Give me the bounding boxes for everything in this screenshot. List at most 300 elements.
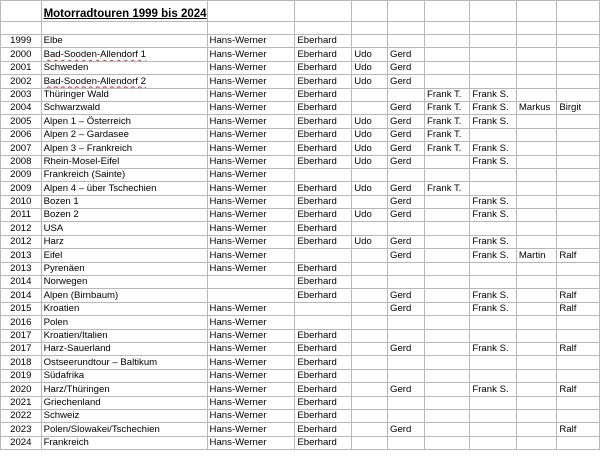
rider-7-cell[interactable] [516,342,557,355]
rider-6-cell[interactable]: Frank S. [470,289,516,302]
rider-6-cell[interactable]: Frank S. [470,101,516,114]
rider-2-cell[interactable]: Eberhard [295,369,352,382]
rider-8-cell[interactable] [557,155,600,168]
rider-1-cell[interactable]: Hans-Werner [207,249,295,262]
rider-7-cell[interactable] [516,383,557,396]
rider-3-cell[interactable] [352,356,388,369]
rider-2-cell[interactable]: Eberhard [295,61,352,74]
rider-4-cell[interactable]: Gerd [388,342,425,355]
rider-7-cell[interactable] [516,209,557,222]
rider-6-cell[interactable] [470,35,516,48]
rider-4-cell[interactable] [388,276,425,289]
cell[interactable] [1,22,42,35]
year-cell[interactable]: 2007 [1,142,42,155]
tour-cell[interactable]: Frankreich [41,436,207,449]
rider-2-cell[interactable]: Eberhard [295,383,352,396]
rider-4-cell[interactable]: Gerd [388,128,425,141]
rider-3-cell[interactable] [352,436,388,449]
rider-8-cell[interactable]: Ralf [557,289,600,302]
rider-7-cell[interactable] [516,128,557,141]
rider-8-cell[interactable] [557,235,600,248]
rider-5-cell[interactable] [425,155,470,168]
rider-8-cell[interactable] [557,396,600,409]
year-cell[interactable]: 2010 [1,195,42,208]
tour-cell[interactable]: Alpen 4 – über Tschechien [41,182,207,195]
rider-6-cell[interactable]: Frank S. [470,342,516,355]
tour-cell[interactable]: Alpen 3 – Frankreich [41,142,207,155]
rider-5-cell[interactable] [425,209,470,222]
year-cell[interactable]: 2023 [1,423,42,436]
rider-5-cell[interactable] [425,75,470,88]
title-cell[interactable] [41,1,207,22]
tour-cell[interactable]: Kroatien/Italien [41,329,207,342]
rider-4-cell[interactable] [388,436,425,449]
rider-5-cell[interactable] [425,329,470,342]
rider-7-cell[interactable] [516,329,557,342]
year-cell[interactable]: 2009 [1,168,42,181]
rider-7-cell[interactable] [516,409,557,422]
rider-2-cell[interactable]: Eberhard [295,115,352,128]
rider-7-cell[interactable] [516,142,557,155]
rider-8-cell[interactable] [557,168,600,181]
rider-2-cell[interactable]: Eberhard [295,88,352,101]
cell[interactable] [388,22,425,35]
year-cell[interactable]: 2006 [1,128,42,141]
cell[interactable] [425,22,470,35]
rider-2-cell[interactable]: Eberhard [295,423,352,436]
rider-4-cell[interactable] [388,409,425,422]
cell[interactable] [207,1,295,22]
rider-2-cell[interactable]: Eberhard [295,209,352,222]
rider-3-cell[interactable] [352,302,388,315]
rider-4-cell[interactable]: Gerd [388,182,425,195]
rider-7-cell[interactable] [516,35,557,48]
rider-8-cell[interactable] [557,115,600,128]
rider-4-cell[interactable] [388,35,425,48]
tour-cell[interactable]: Schweden [41,61,207,74]
rider-8-cell[interactable] [557,209,600,222]
rider-6-cell[interactable]: Frank S. [470,209,516,222]
rider-6-cell[interactable] [470,316,516,329]
rider-6-cell[interactable] [470,436,516,449]
rider-7-cell[interactable] [516,235,557,248]
rider-2-cell[interactable]: Eberhard [295,276,352,289]
rider-4-cell[interactable] [388,396,425,409]
year-cell[interactable]: 2005 [1,115,42,128]
rider-7-cell[interactable] [516,182,557,195]
rider-6-cell[interactable] [470,409,516,422]
rider-1-cell[interactable]: Hans-Werner [207,409,295,422]
rider-1-cell[interactable]: Hans-Werner [207,155,295,168]
cell[interactable] [470,1,516,22]
rider-5-cell[interactable] [425,195,470,208]
rider-8-cell[interactable] [557,222,600,235]
rider-2-cell[interactable]: Eberhard [295,222,352,235]
rider-3-cell[interactable] [352,369,388,382]
rider-8-cell[interactable] [557,182,600,195]
rider-5-cell[interactable] [425,276,470,289]
rider-7-cell[interactable]: Martin [516,249,557,262]
rider-2-cell[interactable]: Eberhard [295,436,352,449]
rider-4-cell[interactable]: Gerd [388,235,425,248]
rider-5-cell[interactable] [425,168,470,181]
year-cell[interactable]: 2001 [1,61,42,74]
rider-6-cell[interactable]: Frank S. [470,155,516,168]
rider-5-cell[interactable] [425,436,470,449]
cell[interactable] [207,22,295,35]
rider-7-cell[interactable] [516,48,557,61]
rider-8-cell[interactable]: Ralf [557,383,600,396]
year-cell[interactable]: 2000 [1,48,42,61]
cell[interactable] [388,1,425,22]
rider-5-cell[interactable] [425,235,470,248]
rider-8-cell[interactable] [557,409,600,422]
rider-8-cell[interactable]: Ralf [557,249,600,262]
cell[interactable] [516,1,557,22]
rider-3-cell[interactable] [352,88,388,101]
tour-cell[interactable]: Thüringer Wald [41,88,207,101]
rider-4-cell[interactable]: Gerd [388,423,425,436]
rider-1-cell[interactable] [207,276,295,289]
rider-8-cell[interactable] [557,276,600,289]
rider-3-cell[interactable]: Udo [352,155,388,168]
rider-1-cell[interactable]: Hans-Werner [207,302,295,315]
rider-7-cell[interactable] [516,262,557,275]
rider-1-cell[interactable]: Hans-Werner [207,222,295,235]
year-cell[interactable]: 2012 [1,235,42,248]
rider-8-cell[interactable] [557,316,600,329]
rider-5-cell[interactable] [425,342,470,355]
year-cell[interactable]: 2014 [1,276,42,289]
rider-6-cell[interactable] [470,48,516,61]
tour-cell[interactable]: Norwegen [41,276,207,289]
tour-cell[interactable]: Alpen 1 – Österreich [41,115,207,128]
rider-7-cell[interactable] [516,276,557,289]
tour-cell[interactable]: Südafrika [41,369,207,382]
rider-5-cell[interactable]: Frank T. [425,115,470,128]
rider-8-cell[interactable]: Ralf [557,342,600,355]
rider-7-cell[interactable] [516,396,557,409]
rider-8-cell[interactable] [557,436,600,449]
rider-8-cell[interactable]: Birgit [557,101,600,114]
rider-3-cell[interactable]: Udo [352,182,388,195]
tour-cell[interactable]: Alpen 2 – Gardasee [41,128,207,141]
rider-2-cell[interactable]: Eberhard [295,142,352,155]
rider-3-cell[interactable] [352,423,388,436]
tour-cell[interactable]: Harz [41,235,207,248]
tour-cell[interactable]: Harz-Sauerland [41,342,207,355]
rider-3-cell[interactable] [352,342,388,355]
rider-5-cell[interactable] [425,262,470,275]
tour-cell[interactable]: Elbe [41,35,207,48]
rider-7-cell[interactable] [516,356,557,369]
rider-6-cell[interactable] [470,222,516,235]
rider-4-cell[interactable] [388,88,425,101]
rider-8-cell[interactable] [557,142,600,155]
rider-1-cell[interactable]: Hans-Werner [207,128,295,141]
year-cell[interactable]: 2013 [1,249,42,262]
rider-6-cell[interactable]: Frank S. [470,195,516,208]
year-cell[interactable]: 2013 [1,262,42,275]
rider-1-cell[interactable]: Hans-Werner [207,396,295,409]
tour-cell[interactable]: Bad-Sooden-Allendorf 2 [41,75,207,88]
rider-7-cell[interactable] [516,369,557,382]
rider-7-cell[interactable] [516,423,557,436]
tour-cell[interactable]: Bozen 2 [41,209,207,222]
rider-2-cell[interactable]: Eberhard [295,182,352,195]
rider-8-cell[interactable] [557,48,600,61]
rider-2-cell[interactable]: Eberhard [295,409,352,422]
rider-4-cell[interactable]: Gerd [388,209,425,222]
year-cell[interactable]: 2022 [1,409,42,422]
year-cell[interactable]: 2011 [1,209,42,222]
rider-2-cell[interactable] [295,249,352,262]
year-cell[interactable]: 2020 [1,383,42,396]
rider-6-cell[interactable]: Frank S. [470,302,516,315]
tour-cell[interactable]: Eifel [41,249,207,262]
rider-8-cell[interactable] [557,369,600,382]
cell[interactable] [1,1,42,22]
cell[interactable] [352,22,388,35]
rider-6-cell[interactable] [470,423,516,436]
rider-7-cell[interactable] [516,75,557,88]
cell[interactable] [295,1,352,22]
rider-1-cell[interactable]: Hans-Werner [207,369,295,382]
rider-1-cell[interactable]: Hans-Werner [207,75,295,88]
rider-2-cell[interactable]: Eberhard [295,128,352,141]
rider-1-cell[interactable]: Hans-Werner [207,423,295,436]
rider-6-cell[interactable] [470,369,516,382]
rider-1-cell[interactable]: Hans-Werner [207,329,295,342]
cell[interactable] [516,22,557,35]
tour-cell[interactable]: Bad-Sooden-Allendorf 1 [41,48,207,61]
rider-4-cell[interactable] [388,262,425,275]
rider-1-cell[interactable]: Hans-Werner [207,209,295,222]
rider-1-cell[interactable]: Hans-Werner [207,88,295,101]
rider-3-cell[interactable]: Udo [352,61,388,74]
rider-5-cell[interactable]: Frank T. [425,182,470,195]
rider-5-cell[interactable]: Frank T. [425,88,470,101]
rider-4-cell[interactable] [388,316,425,329]
rider-6-cell[interactable]: Frank S. [470,88,516,101]
tour-cell[interactable]: Bozen 1 [41,195,207,208]
rider-3-cell[interactable]: Udo [352,48,388,61]
rider-4-cell[interactable]: Gerd [388,142,425,155]
rider-3-cell[interactable] [352,222,388,235]
tour-cell[interactable]: Alpen (Birnbaum) [41,289,207,302]
rider-2-cell[interactable]: Eberhard [295,342,352,355]
rider-5-cell[interactable] [425,356,470,369]
rider-1-cell[interactable]: Hans-Werner [207,35,295,48]
tour-cell[interactable]: Schwarzwald [41,101,207,114]
rider-4-cell[interactable]: Gerd [388,249,425,262]
cell[interactable] [557,22,600,35]
rider-1-cell[interactable] [207,289,295,302]
rider-1-cell[interactable]: Hans-Werner [207,316,295,329]
rider-3-cell[interactable] [352,316,388,329]
rider-4-cell[interactable]: Gerd [388,48,425,61]
rider-3-cell[interactable]: Udo [352,209,388,222]
rider-5-cell[interactable] [425,316,470,329]
rider-3-cell[interactable] [352,195,388,208]
rider-8-cell[interactable] [557,61,600,74]
rider-4-cell[interactable] [388,356,425,369]
rider-5-cell[interactable] [425,289,470,302]
rider-7-cell[interactable] [516,88,557,101]
year-cell[interactable]: 2004 [1,101,42,114]
rider-8-cell[interactable] [557,128,600,141]
rider-8-cell[interactable] [557,262,600,275]
rider-2-cell[interactable]: Eberhard [295,48,352,61]
rider-1-cell[interactable]: Hans-Werner [207,262,295,275]
rider-5-cell[interactable] [425,61,470,74]
year-cell[interactable]: 2015 [1,302,42,315]
tour-cell[interactable]: Polen [41,316,207,329]
rider-5-cell[interactable] [425,383,470,396]
rider-7-cell[interactable] [516,302,557,315]
tour-cell[interactable]: Pyrenäen [41,262,207,275]
rider-7-cell[interactable]: Markus [516,101,557,114]
rider-2-cell[interactable]: Eberhard [295,155,352,168]
rider-5-cell[interactable] [425,249,470,262]
rider-8-cell[interactable]: Ralf [557,423,600,436]
rider-8-cell[interactable]: Ralf [557,302,600,315]
rider-1-cell[interactable]: Hans-Werner [207,383,295,396]
rider-4-cell[interactable]: Gerd [388,115,425,128]
rider-4-cell[interactable]: Gerd [388,302,425,315]
rider-7-cell[interactable] [516,115,557,128]
year-cell[interactable]: 2012 [1,222,42,235]
rider-8-cell[interactable] [557,195,600,208]
tour-cell[interactable]: Frankreich (Sainte) [41,168,207,181]
tour-cell[interactable]: Polen/Slowakei/Tschechien [41,423,207,436]
rider-2-cell[interactable]: Eberhard [295,195,352,208]
rider-5-cell[interactable] [425,48,470,61]
rider-7-cell[interactable] [516,316,557,329]
tour-cell[interactable]: Griechenland [41,396,207,409]
tour-cell[interactable]: Kroatien [41,302,207,315]
rider-2-cell[interactable]: Eberhard [295,101,352,114]
cell[interactable] [557,1,600,22]
rider-8-cell[interactable] [557,356,600,369]
rider-2-cell[interactable] [295,302,352,315]
rider-3-cell[interactable] [352,383,388,396]
year-cell[interactable]: 2016 [1,316,42,329]
rider-3-cell[interactable]: Udo [352,235,388,248]
cell[interactable] [295,22,352,35]
rider-6-cell[interactable]: Frank S. [470,142,516,155]
rider-6-cell[interactable] [470,182,516,195]
rider-2-cell[interactable]: Eberhard [295,396,352,409]
rider-4-cell[interactable] [388,369,425,382]
rider-2-cell[interactable]: Eberhard [295,75,352,88]
year-cell[interactable]: 2014 [1,289,42,302]
tour-cell[interactable]: Ostseerundtour – Baltikum [41,356,207,369]
tour-cell[interactable]: USA [41,222,207,235]
rider-4-cell[interactable]: Gerd [388,195,425,208]
rider-4-cell[interactable] [388,222,425,235]
rider-8-cell[interactable] [557,75,600,88]
rider-6-cell[interactable] [470,396,516,409]
rider-5-cell[interactable] [425,35,470,48]
rider-4-cell[interactable]: Gerd [388,75,425,88]
rider-4-cell[interactable]: Gerd [388,61,425,74]
rider-3-cell[interactable] [352,249,388,262]
rider-6-cell[interactable] [470,128,516,141]
rider-3-cell[interactable] [352,289,388,302]
rider-3-cell[interactable]: Udo [352,142,388,155]
rider-5-cell[interactable]: Frank T. [425,101,470,114]
year-cell[interactable]: 2008 [1,155,42,168]
rider-1-cell[interactable]: Hans-Werner [207,436,295,449]
rider-7-cell[interactable] [516,289,557,302]
rider-1-cell[interactable]: Hans-Werner [207,342,295,355]
cell[interactable] [470,22,516,35]
year-cell[interactable]: 2017 [1,329,42,342]
rider-1-cell[interactable]: Hans-Werner [207,61,295,74]
year-cell[interactable]: 2002 [1,75,42,88]
rider-3-cell[interactable] [352,329,388,342]
rider-2-cell[interactable]: Eberhard [295,289,352,302]
rider-6-cell[interactable]: Frank S. [470,235,516,248]
rider-6-cell[interactable]: Frank S. [470,383,516,396]
rider-5-cell[interactable] [425,396,470,409]
rider-2-cell[interactable] [295,168,352,181]
cell[interactable] [41,22,207,35]
tour-cell[interactable]: Rhein-Mosel-Eifel [41,155,207,168]
rider-3-cell[interactable] [352,262,388,275]
rider-2-cell[interactable] [295,316,352,329]
rider-1-cell[interactable]: Hans-Werner [207,235,295,248]
rider-1-cell[interactable]: Hans-Werner [207,168,295,181]
rider-2-cell[interactable]: Eberhard [295,262,352,275]
rider-5-cell[interactable]: Frank T. [425,128,470,141]
year-cell[interactable]: 2017 [1,342,42,355]
rider-3-cell[interactable] [352,168,388,181]
rider-1-cell[interactable]: Hans-Werner [207,195,295,208]
tour-cell[interactable]: Harz/Thüringen [41,383,207,396]
rider-2-cell[interactable]: Eberhard [295,329,352,342]
cell[interactable] [425,1,470,22]
rider-8-cell[interactable] [557,88,600,101]
rider-1-cell[interactable]: Hans-Werner [207,48,295,61]
tour-cell[interactable]: Schweiz [41,409,207,422]
year-cell[interactable]: 2018 [1,356,42,369]
rider-6-cell[interactable]: Frank S. [470,249,516,262]
rider-4-cell[interactable] [388,168,425,181]
rider-5-cell[interactable] [425,369,470,382]
rider-7-cell[interactable] [516,61,557,74]
cell[interactable] [352,1,388,22]
rider-3-cell[interactable]: Udo [352,75,388,88]
rider-4-cell[interactable]: Gerd [388,155,425,168]
rider-3-cell[interactable] [352,409,388,422]
rider-2-cell[interactable]: Eberhard [295,356,352,369]
rider-4-cell[interactable]: Gerd [388,383,425,396]
rider-3-cell[interactable] [352,276,388,289]
rider-3-cell[interactable]: Udo [352,115,388,128]
rider-6-cell[interactable] [470,75,516,88]
rider-7-cell[interactable] [516,195,557,208]
year-cell[interactable]: 2003 [1,88,42,101]
rider-4-cell[interactable]: Gerd [388,101,425,114]
rider-6-cell[interactable] [470,329,516,342]
rider-1-cell[interactable]: Hans-Werner [207,142,295,155]
rider-3-cell[interactable] [352,396,388,409]
year-cell[interactable]: 2019 [1,369,42,382]
rider-3-cell[interactable]: Udo [352,128,388,141]
rider-2-cell[interactable]: Eberhard [295,35,352,48]
